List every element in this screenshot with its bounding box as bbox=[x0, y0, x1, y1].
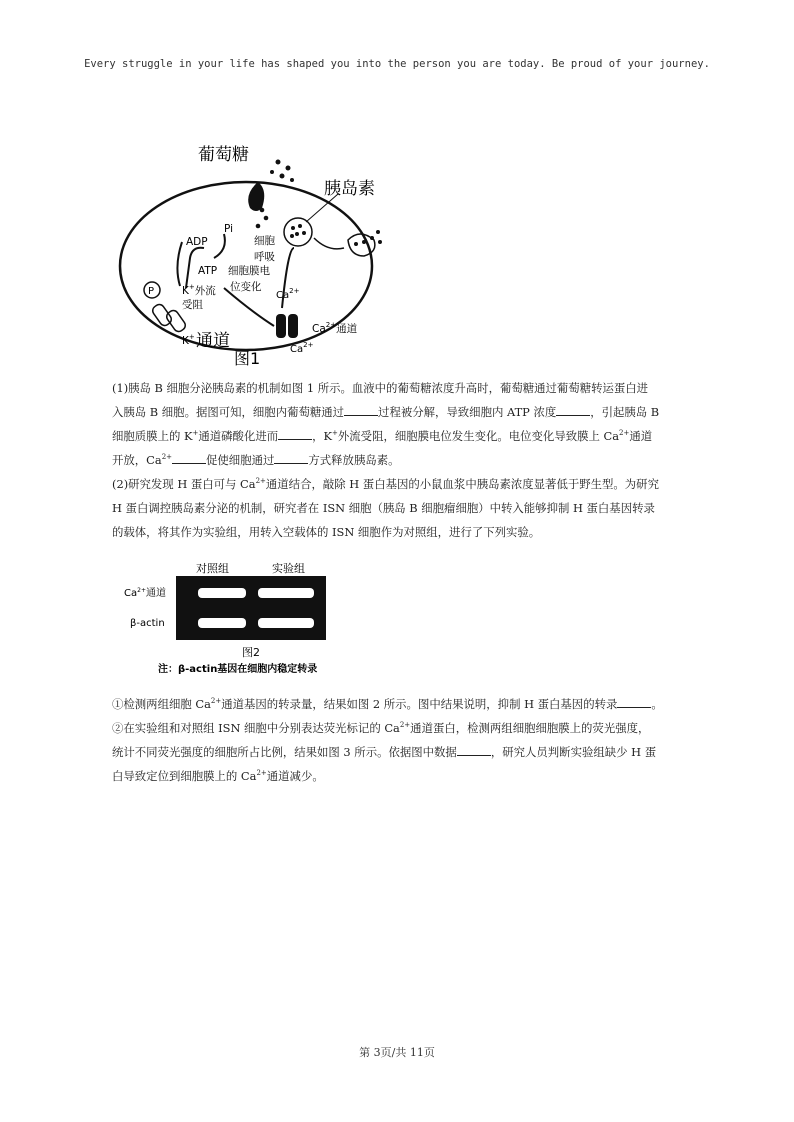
k-letter-2: K bbox=[182, 335, 189, 347]
answer-blank-1[interactable] bbox=[344, 403, 378, 416]
q1-sup-4: 2+ bbox=[161, 453, 173, 462]
q1-line-3-d: 外流受阻，细胞膜电位发生变化。电位变化导致膜上 Ca bbox=[337, 429, 620, 443]
q1-line-1: (1)胰岛 B 细胞分泌胰岛素的机制如图 1 所示。血液中的葡萄糖浓度升高时，葡萄糖通过葡萄糖转运蛋白进 bbox=[112, 381, 649, 395]
q1-line-3 bbox=[112, 424, 692, 448]
q1-line-2-b: 过程被分解，导致细胞内 ATP 浓度 bbox=[378, 405, 557, 419]
k-sup-2: + bbox=[188, 333, 195, 341]
answer-blank-2[interactable] bbox=[556, 403, 590, 416]
k-sup-1: + bbox=[188, 283, 195, 291]
p-label: P bbox=[148, 286, 155, 297]
q2-line-3: 的载体，将其作为实验组，用转入空载体的 ISN 细胞作为对照组，进行了下列实验。 bbox=[112, 525, 541, 539]
q1-line-3-a: 细胞质膜上的 K bbox=[112, 429, 193, 443]
page-footer: 第 3页/共 11页 bbox=[359, 1046, 435, 1059]
ca-letter-2: Ca bbox=[312, 323, 326, 335]
question-3 bbox=[112, 692, 692, 788]
q2-line-2: H 蛋白调控胰岛素分泌的机制，研究者在 ISN 细胞（胰岛 B 细胞瘤细胞）中转入能够抑制 H 蛋白基因转录 bbox=[112, 501, 655, 515]
question-2 bbox=[112, 472, 692, 544]
ca-channel-label bbox=[312, 321, 358, 335]
q1-line-4-a: 开放，Ca bbox=[112, 453, 162, 467]
answer-blank-4[interactable] bbox=[172, 451, 206, 464]
q3-line-2-a: ②在实验组和对照组 ISN 细胞中分别表达荧光标记的 Ca bbox=[112, 721, 400, 735]
q2-line-1 bbox=[112, 472, 692, 496]
ca-letter-1: Ca bbox=[276, 290, 290, 301]
q3-line-4-b: 通道减少。 bbox=[266, 769, 324, 783]
figure-2-caption: 图2 bbox=[242, 646, 260, 659]
q3-line-1-a: ①检测两组细胞 Ca bbox=[112, 697, 211, 711]
k-label-2 bbox=[182, 333, 195, 347]
answer-blank-7[interactable] bbox=[457, 743, 491, 756]
membrane-label-1: 细胞膜电 bbox=[228, 265, 270, 277]
beta-actin-row-label: β-actin bbox=[130, 618, 165, 629]
q2-line-1-a: (2)研究发现 H 蛋白可与 Ca bbox=[112, 477, 256, 491]
q1-line-3-c: ，K bbox=[312, 429, 333, 443]
figure-1-caption: 图1 bbox=[234, 349, 261, 368]
atp-label: ATP bbox=[198, 265, 218, 277]
q3-sup-2: 2+ bbox=[399, 721, 411, 730]
k-efflux-2: 受阻 bbox=[182, 299, 203, 311]
q3-line-3 bbox=[112, 740, 692, 764]
q3-line-3-a: 统计不同荧光强度的细胞所占比例，结果如图 3 所示。依据图中数据 bbox=[112, 745, 457, 759]
q1-sup-3: 2+ bbox=[619, 429, 630, 438]
answer-blank-6[interactable] bbox=[617, 695, 651, 708]
k-efflux-1: 外流 bbox=[194, 285, 216, 297]
q2-sup-1: 2+ bbox=[255, 477, 266, 486]
ca-letter-3: Ca bbox=[290, 344, 304, 355]
q3-line-1-c: 。 bbox=[651, 697, 663, 711]
ca-label-3 bbox=[290, 341, 314, 355]
respiration-label-1: 细胞 bbox=[254, 235, 275, 247]
q3-line-1-b: 通道基因的转录量，结果如图 2 所示。图中结果说明，抑制 H 蛋白基因的转录 bbox=[221, 697, 618, 711]
q1-sup-2: + bbox=[332, 429, 338, 438]
q1-line-4 bbox=[112, 448, 692, 472]
q1-line-4-c: 方式释放胰岛素。 bbox=[308, 453, 400, 467]
adp-label: ADP bbox=[186, 236, 208, 248]
ca-sup-2: 2+ bbox=[325, 321, 337, 329]
ca-row-letter: Ca bbox=[124, 588, 138, 599]
membrane-label-2: 位变化 bbox=[230, 281, 262, 293]
q3-line-3-b: ，研究人员判断实验组缺少 H 蛋 bbox=[490, 745, 657, 759]
k-channel-label: 通道 bbox=[196, 331, 230, 351]
ca-row-text: 通道 bbox=[145, 588, 166, 599]
q3-line-1 bbox=[112, 692, 692, 716]
answer-blank-3[interactable] bbox=[278, 427, 312, 440]
q1-line-2-c: ，引起胰岛 B bbox=[590, 405, 660, 419]
insulin-label: 胰岛素 bbox=[324, 179, 375, 199]
q1-line-2-a: 入胰岛 B 细胞。据图可知，细胞内葡萄糖通过 bbox=[112, 405, 345, 419]
q3-line-4 bbox=[112, 764, 692, 788]
header-quote: Every struggle in your life has shaped you into the person you are today. Be proud of your journey. bbox=[84, 58, 710, 70]
q3-sup-3: 2+ bbox=[256, 769, 267, 778]
q3-sup-1: 2+ bbox=[210, 697, 222, 706]
q1-line-3-b: 通道磷酸化进而 bbox=[198, 429, 279, 443]
q1-sup-1: + bbox=[192, 429, 199, 438]
q1-line-4-b: 促使细胞通过 bbox=[206, 453, 275, 467]
answer-blank-5[interactable] bbox=[274, 451, 308, 464]
glucose-label: 葡萄糖 bbox=[198, 145, 249, 165]
respiration-label-2: 呼吸 bbox=[254, 251, 275, 263]
ca-label-1 bbox=[276, 287, 300, 301]
experiment-group-label: 实验组 bbox=[272, 562, 305, 575]
figure-2-gel bbox=[112, 558, 362, 678]
figure-2-note: 注：β-actin基因在细胞内稳定转录 bbox=[158, 664, 318, 675]
k-label-1 bbox=[182, 283, 216, 297]
ca-sup-3: 2+ bbox=[303, 341, 314, 349]
q1-line-2 bbox=[112, 400, 692, 424]
figure-1-diagram bbox=[112, 138, 412, 370]
q3-line-2 bbox=[112, 716, 692, 740]
q2-line-1-b: 通道结合，敲除 H 蛋白基因的小鼠血浆中胰岛素浓度显著低于野生型。为研究 bbox=[265, 477, 659, 491]
ca-row-sup: 2+ bbox=[137, 587, 146, 594]
pi-label: Pi bbox=[224, 223, 234, 235]
q3-line-4-a: 白导致定位到细胞膜上的 Ca bbox=[112, 769, 257, 783]
k-letter-1: K bbox=[182, 285, 189, 297]
q1-line-3-e: 通道 bbox=[629, 429, 653, 443]
question-1 bbox=[112, 376, 692, 472]
q3-line-2-b: 通道蛋白，检测两组细胞细胞膜上的荧光强度， bbox=[410, 721, 650, 735]
control-group-label: 对照组 bbox=[196, 562, 229, 575]
ca-sup-1: 2+ bbox=[289, 287, 300, 295]
ca-channel-text: 通道 bbox=[336, 323, 358, 335]
ca-channel-row-label bbox=[124, 586, 166, 599]
